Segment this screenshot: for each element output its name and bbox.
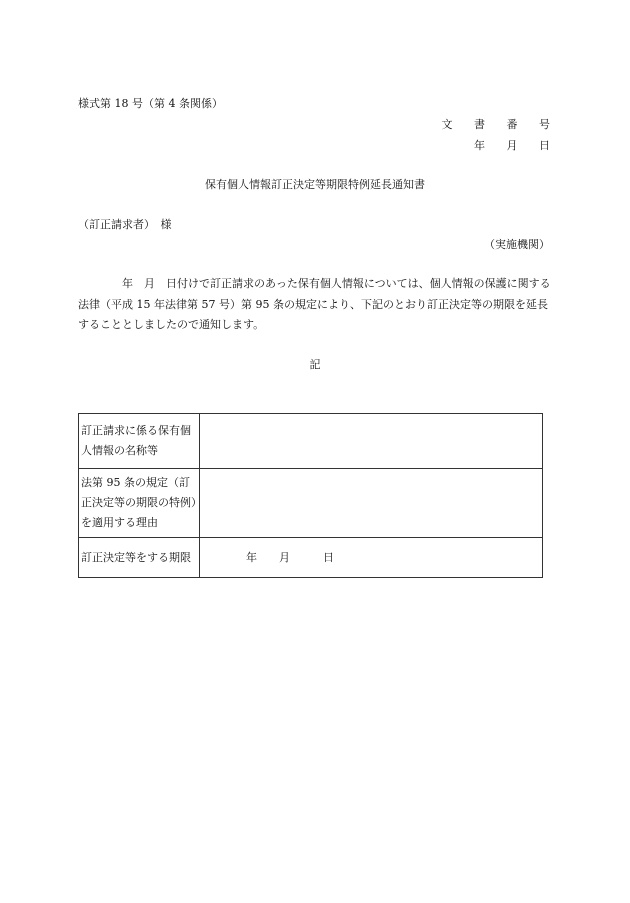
table-row xyxy=(79,538,543,578)
row-label-reason: 法第 95 条の規定（訂正決定等の期限の特例）を適用する理由 xyxy=(79,469,200,538)
row-value-reason xyxy=(200,469,543,538)
issue-date-label: 年 月 日 xyxy=(474,139,559,152)
detail-table xyxy=(78,413,543,578)
document-title: 保有個人情報訂正決定等期限特例延長通知書 xyxy=(205,178,425,191)
row-label-information-name: 訂正請求に係る保有個人情報の名称等 xyxy=(79,414,200,469)
ki-heading: 記 xyxy=(309,358,321,371)
deadline-date: 年 月 日 xyxy=(246,550,334,564)
row-value-deadline xyxy=(200,538,543,578)
table-row xyxy=(79,414,543,469)
document-number-label: 文 書 番 号 xyxy=(441,118,559,131)
form-number: 様式第 18 号（第 4 条関係） xyxy=(78,97,223,110)
addressee: （訂正請求者） 様 xyxy=(78,218,172,231)
issuing-agency: （実施機関） xyxy=(484,238,550,251)
row-label-deadline: 訂正決定等をする期限 xyxy=(79,538,200,578)
table-row xyxy=(79,469,543,538)
row-value-information-name xyxy=(200,414,543,469)
notice-body: 年 月 日付けで訂正請求のあった保有個人情報については、個人情報の保護に関する法律（平成 15 年法律第 57 号）第 95 条の規定により、下記のとおり訂正決定等の期限を延長することとしましたので通知します。 xyxy=(78,277,551,331)
